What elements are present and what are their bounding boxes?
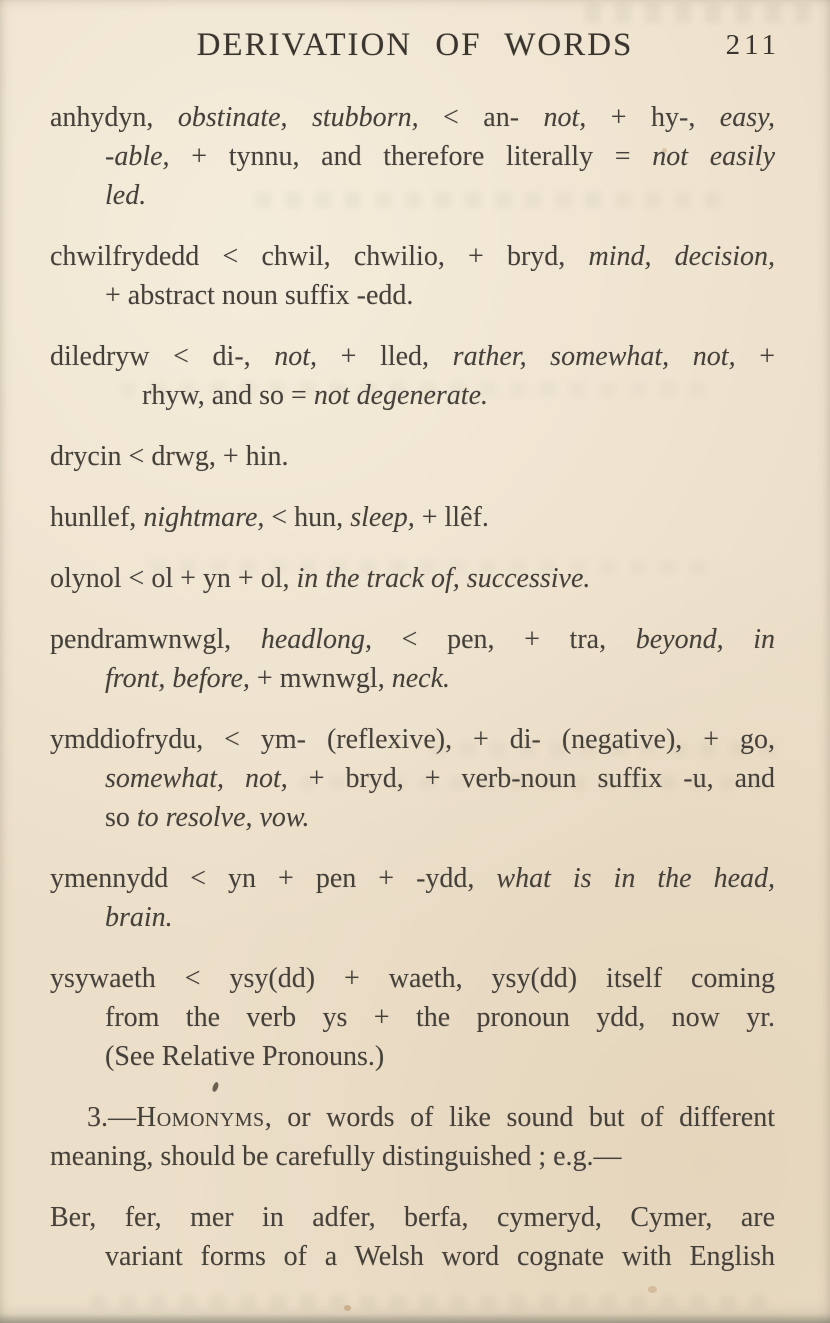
text-line: [50, 1098, 775, 1137]
text-line: [50, 759, 775, 798]
text-segment: drycin < drwg, + hin.: [50, 441, 289, 472]
text-segment: obstinate, stubborn,: [177, 102, 444, 133]
text-line: [50, 998, 775, 1037]
text-segment: 3.—: [87, 1102, 136, 1133]
text-segment: ysywaeth < ysy(dd) + waeth, ysy(dd) itself coming: [50, 963, 775, 994]
text-segment: , or words of like sound but of different: [264, 1102, 775, 1133]
text-segment: + llêf.: [414, 502, 489, 533]
text-segment: (See Relative Pronouns.): [105, 1041, 385, 1072]
text-segment: chwilfrydedd < chwil, chwilio, + bryd,: [50, 241, 589, 272]
dictionary-entry: [50, 498, 775, 537]
page-header: [0, 0, 830, 69]
text-line: [50, 376, 775, 415]
dictionary-entry: [50, 98, 775, 215]
text-line: [50, 337, 775, 376]
text-segment: Ber, fer, mer in adfer, berfa, cymeryd, Cymer, are: [50, 1202, 775, 1233]
text-segment: ymddiofrydu, < ym- (reflexive), + di- (negative), + go,: [50, 724, 775, 755]
dictionary-entry: [50, 1198, 775, 1276]
text-line: [50, 276, 775, 315]
text-segment: easy,: [719, 102, 776, 133]
text-segment: + bryd, + verb-noun suffix -u, and: [287, 763, 776, 794]
dictionary-entry: [50, 859, 775, 937]
text-segment: sleep,: [350, 502, 415, 533]
page-title: DERIVATION OF WORDS: [196, 27, 634, 63]
text-segment: ymennydd < yn + pen + -ydd,: [50, 863, 497, 894]
text-segment: variant forms of a Welsh word cognate with English: [105, 1241, 775, 1272]
text-segment: hunllef,: [50, 502, 144, 533]
text-line: [50, 720, 775, 759]
text-line: [50, 1198, 775, 1237]
text-segment: not,: [274, 341, 318, 372]
text-segment: < an-: [443, 102, 544, 133]
text-segment: -able,: [105, 141, 192, 172]
text-line: [50, 237, 775, 276]
text-segment: somewhat, not,: [105, 763, 288, 794]
text-segment: anhydyn,: [50, 102, 178, 133]
text-line: [50, 1037, 775, 1076]
text-segment: in the track of, successive.: [296, 563, 591, 594]
text-line: [50, 1137, 775, 1176]
text-segment: Homonyms: [136, 1102, 265, 1133]
text-segment: neck.: [391, 663, 451, 694]
text-segment: +: [735, 341, 775, 372]
paper-freckle: [344, 1305, 351, 1311]
text-segment: from the verb ys + the pronoun ydd, now yr.: [105, 1002, 775, 1033]
text-line: [50, 898, 775, 937]
bottom-edge-shadow: [0, 1314, 830, 1323]
text-line: [50, 959, 775, 998]
dictionary-entry: [50, 559, 775, 598]
text-line: [50, 98, 775, 137]
text-segment: nightmare,: [143, 502, 265, 533]
paper-freckle: [662, 148, 667, 153]
text-segment: what is in the head,: [496, 863, 775, 894]
text-segment: meaning, should be carefully distinguished ; e.g.—: [50, 1141, 622, 1172]
text-segment: front, before,: [105, 663, 250, 694]
text-segment: not degenerate.: [313, 380, 489, 411]
text-segment: not easily: [652, 141, 776, 172]
dictionary-entry: [50, 620, 775, 698]
dictionary-entry: [50, 437, 775, 476]
text-line: [50, 176, 775, 215]
text-segment: to resolve, vow.: [136, 802, 310, 833]
text-line: [50, 498, 775, 537]
text-segment: mind, decision,: [588, 241, 775, 272]
text-segment: + abstract noun suffix -edd.: [105, 280, 414, 311]
text-segment: rather, somewhat, not,: [452, 341, 736, 372]
text-segment: not,: [543, 102, 611, 133]
text-segment: headlong,: [260, 624, 373, 655]
text-line: [50, 620, 775, 659]
page-number: 211: [725, 29, 780, 61]
dictionary-entry: [50, 237, 775, 315]
text-segment: < hun,: [264, 502, 351, 533]
paper-freckle: [648, 1286, 657, 1293]
text-line: [50, 1237, 775, 1276]
text-segment: + hy-,: [610, 102, 720, 133]
text-segment: + mwnwgl,: [249, 663, 392, 694]
text-segment: so: [105, 802, 137, 833]
dictionary-entry: [50, 337, 775, 415]
text-line: [50, 437, 775, 476]
text-line: [50, 659, 775, 698]
text-line: [50, 798, 775, 837]
text-segment: pendramwnwgl,: [50, 624, 261, 655]
text-segment: beyond, in: [635, 624, 775, 655]
text-segment: rhyw, and so =: [142, 380, 314, 411]
text-segment: + lled,: [317, 341, 453, 372]
text-segment: led.: [105, 180, 147, 211]
paragraph: [50, 1098, 775, 1176]
text-segment: < pen, + tra,: [372, 624, 636, 655]
dictionary-entry: [50, 959, 775, 1076]
text-segment: brain.: [105, 902, 173, 933]
text-line: [50, 559, 775, 598]
text-line: [50, 137, 775, 176]
text-segment: olynol < ol + yn + ol,: [50, 563, 297, 594]
text-line: [50, 859, 775, 898]
dictionary-entry: [50, 720, 775, 837]
text-segment: diledryw < di-,: [50, 341, 275, 372]
page-body: [50, 98, 775, 1298]
text-segment: + tynnu, and therefore literally =: [191, 141, 653, 172]
